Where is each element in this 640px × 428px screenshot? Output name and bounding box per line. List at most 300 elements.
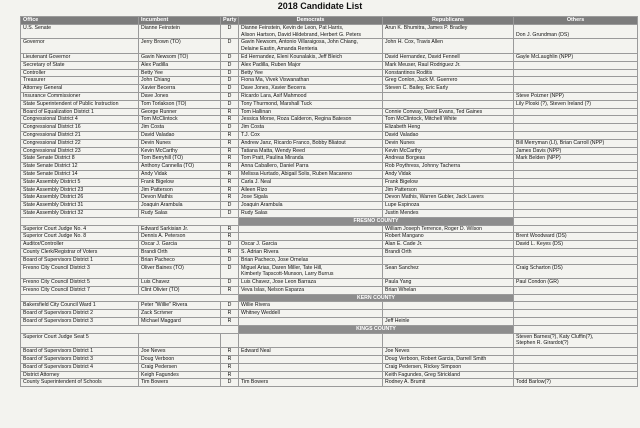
others-cell-line <box>516 202 635 209</box>
others-cell-line <box>516 348 635 355</box>
democrats-cell-line: S. Adrian Rivera <box>241 248 279 255</box>
party-cell: R <box>221 225 239 233</box>
party-cell: D <box>221 264 239 279</box>
others-cell-line: Gayle McLaughlin (NPP) <box>516 53 574 60</box>
democrats-cell <box>239 124 383 132</box>
democrats-cell <box>239 108 383 116</box>
incumbent-cell: Tom Berryhill (TO) <box>139 155 221 163</box>
others-cell-line <box>516 249 635 256</box>
incumbent-cell: Xavier Becerra <box>139 85 221 93</box>
office-cell: Board of Equalization District 1 <box>21 108 139 116</box>
republicans-cell-line: William Joseph Terrence, Roger D. Wilson <box>385 225 483 232</box>
democrats-cell <box>239 348 383 356</box>
democrats-cell-line: Edward Neal <box>241 348 271 355</box>
others-cell <box>514 371 638 379</box>
incumbent-cell: George Runner <box>139 108 221 116</box>
office-cell: State Assembly District 32 <box>21 209 139 217</box>
candidate-table <box>20 16 638 387</box>
republicans-cell-line: Devon Mathis, Warren Gubler, Jack Lavers <box>385 194 484 201</box>
office-cell: Lieutenant Governor <box>21 53 139 61</box>
others-cell-line: Steven Barnes(?), Katy Cluffin(?), <box>516 333 594 340</box>
others-cell-line: Todd Barlow(?) <box>516 379 551 386</box>
republicans-cell-line: Brandi Orth <box>385 248 412 255</box>
party-cell: D <box>221 92 239 100</box>
party-cell: D <box>221 202 239 210</box>
table-row <box>21 256 638 264</box>
democrats-cell <box>239 371 383 379</box>
democrats-cell <box>239 170 383 178</box>
party-cell: R <box>221 139 239 147</box>
republicans-cell-line <box>385 334 511 341</box>
others-cell <box>514 318 638 326</box>
democrats-cell <box>239 279 383 287</box>
others-cell-line <box>516 46 635 53</box>
office-cell: Board of Supervisors District 3 <box>21 356 139 364</box>
incumbent-cell: Devon Mathis <box>139 194 221 202</box>
party-cell: R <box>221 170 239 178</box>
democrats-cell <box>239 286 383 294</box>
others-cell-line <box>516 163 635 170</box>
others-cell <box>514 379 638 387</box>
republicans-cell <box>383 264 514 279</box>
republicans-cell-line: Frank Bigelow <box>385 178 418 185</box>
republicans-cell-line: Alan E. Cade Jr. <box>385 241 423 248</box>
republicans-cell-line: Robert Mangano <box>385 233 424 240</box>
republicans-cell <box>383 310 514 318</box>
others-cell-line <box>516 372 635 379</box>
others-cell-line <box>516 25 635 32</box>
county-heading-spacer <box>514 217 638 225</box>
table-row <box>21 85 638 93</box>
republicans-cell-line: Rob Poythress, Johnny Tacherra <box>385 163 461 170</box>
others-cell <box>514 225 638 233</box>
democrats-cell <box>239 53 383 61</box>
county-heading-row <box>21 325 638 333</box>
republicans-cell-line: Jim Patterson <box>385 186 417 193</box>
democrats-cell-line <box>241 226 380 233</box>
office-cell: County Superintendent of Schools <box>21 379 139 387</box>
office-cell: State Senate District 12 <box>21 163 139 171</box>
others-cell <box>514 100 638 108</box>
others-cell <box>514 286 638 294</box>
republicans-cell-line: Paula Yang <box>385 279 412 286</box>
office-cell: Board of Supervisors District 1 <box>21 348 139 356</box>
democrats-cell-line: Melissa Hurtado, Abigail Solis, Ruben Macareno <box>241 170 353 177</box>
republicans-cell <box>383 61 514 69</box>
incumbent-cell: Michael Maggard <box>139 318 221 326</box>
party-cell: R <box>221 178 239 186</box>
incumbent-cell: Luis Chavez <box>139 279 221 287</box>
office-cell: Fresno City Council District 7 <box>21 286 139 294</box>
others-cell-line <box>516 302 635 309</box>
republicans-cell-line <box>385 101 511 108</box>
democrats-cell-line: Tim Bowers <box>241 379 269 386</box>
party-cell: D <box>221 124 239 132</box>
democrats-cell-line: Betty Yee <box>241 69 263 76</box>
table-row <box>21 124 638 132</box>
democrats-cell <box>239 116 383 124</box>
democrats-cell <box>239 147 383 155</box>
democrats-cell-line <box>241 356 380 363</box>
democrats-cell-line: Carla J. Neal <box>241 178 271 185</box>
republicans-cell-line: Lupe Espinoza <box>385 202 420 209</box>
republicans-cell-line: Steven C. Bailey, Eric Early <box>385 85 449 92</box>
incumbent-cell: Dave Jones <box>139 92 221 100</box>
others-cell-line <box>516 70 635 77</box>
republicans-cell <box>383 178 514 186</box>
republicans-cell <box>383 302 514 310</box>
republicans-cell <box>383 85 514 93</box>
party-cell: D <box>221 24 239 39</box>
table-row <box>21 371 638 379</box>
republicans-cell <box>383 170 514 178</box>
county-heading-spacer <box>514 325 638 333</box>
others-cell-line <box>516 356 635 363</box>
others-cell-line: Steve Poizner (NPP) <box>516 92 564 99</box>
table-row <box>21 61 638 69</box>
table-row <box>21 77 638 85</box>
incumbent-cell: Andy Vidak <box>139 170 221 178</box>
table-row <box>21 170 638 178</box>
republicans-cell-line: Justin Mendes <box>385 209 419 216</box>
table-row <box>21 139 638 147</box>
county-heading-row <box>21 217 638 225</box>
republicans-cell <box>383 241 514 249</box>
others-cell-line <box>516 364 635 371</box>
democrats-cell <box>239 131 383 139</box>
republicans-cell <box>383 279 514 287</box>
office-cell: Attorney General <box>21 85 139 93</box>
democrats-cell <box>239 202 383 210</box>
republicans-cell <box>383 100 514 108</box>
democrats-cell <box>239 363 383 371</box>
republicans-cell-line <box>385 32 511 39</box>
democrats-cell-line <box>241 340 380 347</box>
democrats-cell <box>239 318 383 326</box>
table-row <box>21 379 638 387</box>
table-row <box>21 194 638 202</box>
democrats-cell <box>239 302 383 310</box>
office-cell: State Assembly District 26 <box>21 194 139 202</box>
republicans-cell-line: Connie Conway, David Evans, Ted Gaines <box>385 108 483 115</box>
others-cell <box>514 147 638 155</box>
others-cell-line: Don J. Grundman (DS) <box>516 31 570 38</box>
others-cell-line <box>516 109 635 116</box>
republicans-cell-line: Andy Vidak <box>385 170 412 177</box>
others-cell-line <box>516 62 635 69</box>
others-cell-line: Craig Scharton (DS) <box>516 264 563 271</box>
others-cell <box>514 348 638 356</box>
others-cell-line <box>516 39 635 46</box>
republicans-cell-line: Elizabeth Heng <box>385 124 421 131</box>
republicans-cell-line <box>385 310 511 317</box>
others-cell-line: Brent Woodward (DS) <box>516 233 567 240</box>
party-cell: D <box>221 379 239 387</box>
democrats-cell <box>239 186 383 194</box>
democrats-cell-line: Brian Pacheco, Jose Ornelas <box>241 256 309 263</box>
democrats-cell-line: Tony Thurmond, Marshall Tuck <box>241 100 312 107</box>
republicans-cell <box>383 256 514 264</box>
county-heading-row <box>21 294 638 302</box>
republicans-cell-line: David Hernandez, David Fennell <box>385 53 460 60</box>
republicans-cell-line: David Valadao <box>385 131 419 138</box>
republicans-cell <box>383 108 514 116</box>
incumbent-cell: Keigh Fagundes <box>139 371 221 379</box>
party-cell: D <box>221 279 239 287</box>
others-cell-line <box>516 271 635 278</box>
header-incumbent: Incumbent <box>139 17 221 25</box>
others-cell-line <box>516 171 635 178</box>
header-democrats: Democrats <box>239 17 383 25</box>
table-body <box>21 24 638 386</box>
republicans-cell-line <box>385 340 511 347</box>
county-heading-spacer <box>21 217 239 225</box>
republicans-cell <box>383 155 514 163</box>
republicans-cell <box>383 124 514 132</box>
democrats-cell-line: Alex Padilla, Ruben Major <box>241 61 301 68</box>
table-row <box>21 356 638 364</box>
democrats-cell-line: Delaine Eastin, Amanda Renteria <box>241 46 318 53</box>
office-cell: Bakersfield City Council Ward 1 <box>21 302 139 310</box>
incumbent-cell: Dennis A. Peterson <box>139 233 221 241</box>
party-cell: R <box>221 194 239 202</box>
others-cell <box>514 24 638 39</box>
incumbent-cell: Oliver Baines (TO) <box>139 264 221 279</box>
democrats-cell <box>239 310 383 318</box>
republicans-cell <box>383 356 514 364</box>
incumbent-cell: Clint Olivier (TO) <box>139 286 221 294</box>
democrats-cell-line: Kimberly Tapscott-Munson, Larry Burrus <box>241 271 334 278</box>
democrats-cell-line: Rudy Salas <box>241 209 268 216</box>
democrats-cell <box>239 356 383 364</box>
others-cell-line <box>516 187 635 194</box>
republicans-cell-line: Jeff Heinle <box>385 318 410 325</box>
democrats-cell <box>239 178 383 186</box>
county-heading: KERN COUNTY <box>239 294 514 302</box>
table-row <box>21 279 638 287</box>
office-cell: Congressional District 4 <box>21 116 139 124</box>
office-cell: Congressional District 23 <box>21 147 139 155</box>
party-cell: R <box>221 371 239 379</box>
democrats-cell-line: Anna Caballero, Daniel Parra <box>241 163 309 170</box>
democrats-cell-line: Dianne Feinstein, Kevin de Leon, Pat Harris, <box>241 24 344 31</box>
republicans-cell-line: Craig Pedersen, Rickey Simpson <box>385 363 462 370</box>
republicans-cell <box>383 24 514 39</box>
party-cell: D <box>221 256 239 264</box>
office-cell: Insurance Commissioner <box>21 92 139 100</box>
office-cell: Governor <box>21 39 139 54</box>
office-cell: District Attorney <box>21 371 139 379</box>
others-cell <box>514 194 638 202</box>
office-cell: Superior Court Judge No. 8 <box>21 233 139 241</box>
republicans-cell <box>383 39 514 54</box>
office-cell: State Senate District 8 <box>21 155 139 163</box>
others-cell <box>514 279 638 287</box>
republicans-cell <box>383 69 514 77</box>
democrats-cell-line: Tom Hallinan <box>241 108 271 115</box>
others-cell-line <box>516 124 635 131</box>
table-row <box>21 209 638 217</box>
democrats-cell-line: Willie Rivera <box>241 302 270 309</box>
democrats-cell-line <box>241 334 380 341</box>
incumbent-cell: Joaquin Arambula <box>139 202 221 210</box>
office-cell: Board of Supervisors District 3 <box>21 318 139 326</box>
republicans-cell <box>383 116 514 124</box>
democrats-cell-line <box>241 318 380 325</box>
republicans-cell <box>383 233 514 241</box>
table-row <box>21 318 638 326</box>
republicans-cell <box>383 363 514 371</box>
democrats-cell-line: Alison Hartson, David Hildebrand, Herbert G. Peters <box>241 31 361 38</box>
democrats-cell-line: Veva Islas, Nelson Esparza <box>241 286 305 293</box>
republicans-cell-line: Konstantinos Roditis <box>385 69 433 76</box>
others-cell-line <box>516 226 635 233</box>
republicans-cell <box>383 77 514 85</box>
republicans-cell <box>383 318 514 326</box>
democrats-cell <box>239 209 383 217</box>
incumbent-cell: Jim Patterson <box>139 186 221 194</box>
party-cell: D <box>221 53 239 61</box>
others-cell-line: David L. Keyes (DS) <box>516 241 563 248</box>
others-cell <box>514 264 638 279</box>
header-office: Office <box>21 17 139 25</box>
party-cell: R <box>221 248 239 256</box>
democrats-cell <box>239 69 383 77</box>
county-heading: FRESNO COUNTY <box>239 217 514 225</box>
others-cell <box>514 333 638 348</box>
others-cell-line: James Davis (NPP) <box>516 147 562 154</box>
republicans-cell <box>383 348 514 356</box>
democrats-cell <box>239 24 383 39</box>
others-cell-line <box>516 132 635 139</box>
table-row <box>21 131 638 139</box>
incumbent-cell: Tom Torlakson (TO) <box>139 100 221 108</box>
table-row <box>21 108 638 116</box>
democrats-cell-line: Luis Chavez, Jose Leon Barraza <box>241 279 316 286</box>
incumbent-cell: Tom McClintock <box>139 116 221 124</box>
republicans-cell <box>383 194 514 202</box>
table-row <box>21 163 638 171</box>
republicans-cell <box>383 186 514 194</box>
others-cell <box>514 302 638 310</box>
table-row <box>21 116 638 124</box>
office-cell: County Clerk/Registrar of Voters <box>21 248 139 256</box>
office-cell: Fresno City Council District 3 <box>21 264 139 279</box>
democrats-cell-line: Jose Sigala <box>241 194 268 201</box>
others-cell-line <box>516 194 635 201</box>
democrats-cell-line <box>241 372 380 379</box>
democrats-cell-line: Tatiana Matta, Wendy Reed <box>241 147 305 154</box>
others-cell <box>514 53 638 61</box>
democrats-cell <box>239 77 383 85</box>
others-cell <box>514 77 638 85</box>
republicans-cell <box>383 163 514 171</box>
republicans-cell-line <box>385 46 511 53</box>
incumbent-cell: Dianne Feinstein <box>139 24 221 39</box>
republicans-cell <box>383 286 514 294</box>
header-party: Party <box>221 17 239 25</box>
office-cell: State Superintendent of Public Instruction <box>21 100 139 108</box>
republicans-cell-line <box>385 302 511 309</box>
party-cell: R <box>221 348 239 356</box>
others-cell-line <box>516 85 635 92</box>
others-cell <box>514 92 638 100</box>
republicans-cell-line: John H. Cox, Travis Allen <box>385 39 443 46</box>
table-row <box>21 202 638 210</box>
others-cell <box>514 241 638 249</box>
table-row <box>21 186 638 194</box>
office-cell: Fresno City Council District 5 <box>21 279 139 287</box>
democrats-cell <box>239 233 383 241</box>
party-cell <box>221 333 239 348</box>
republicans-cell-line: Sean Sanchez <box>385 264 419 271</box>
republicans-cell-line <box>385 257 511 264</box>
democrats-cell <box>239 39 383 54</box>
party-cell: R <box>221 147 239 155</box>
democrats-cell-line: Andrew Janz, Ricardo Franco, Bobby Bliatout <box>241 139 346 146</box>
incumbent-cell: Craig Pedersen <box>139 363 221 371</box>
republicans-cell <box>383 209 514 217</box>
party-cell: D <box>221 100 239 108</box>
table-row <box>21 24 638 39</box>
others-cell <box>514 356 638 364</box>
republicans-cell-line: Rodney A. Brumit <box>385 379 426 386</box>
republicans-cell <box>383 225 514 233</box>
office-cell: Superior Court Judge Seat 5 <box>21 333 139 348</box>
table-row <box>21 147 638 155</box>
others-cell <box>514 202 638 210</box>
party-cell: R <box>221 186 239 194</box>
table-row <box>21 53 638 61</box>
party-cell: R <box>221 116 239 124</box>
table-row <box>21 348 638 356</box>
party-cell: D <box>221 69 239 77</box>
party-cell: D <box>221 302 239 310</box>
incumbent-cell: Brian Pacheco <box>139 256 221 264</box>
republicans-cell-line: Keith Fagundes, Greg Strickland <box>385 371 460 378</box>
democrats-cell <box>239 61 383 69</box>
democrats-cell <box>239 379 383 387</box>
party-cell: D <box>221 209 239 217</box>
others-cell <box>514 124 638 132</box>
county-heading-spacer <box>21 325 239 333</box>
democrats-cell <box>239 194 383 202</box>
democrats-cell <box>239 333 383 348</box>
democrats-cell <box>239 155 383 163</box>
office-cell: Board of Supervisors District 1 <box>21 256 139 264</box>
others-cell <box>514 139 638 147</box>
republicans-cell <box>383 139 514 147</box>
others-cell <box>514 108 638 116</box>
democrats-cell-line: Jessica Morse, Roza Calderon, Regina Bateson <box>241 116 352 123</box>
democrats-cell <box>239 264 383 279</box>
democrats-cell <box>239 241 383 249</box>
democrats-cell-line: Oscar J. Garcia <box>241 241 278 248</box>
republicans-cell-line: Kevin McCarthy <box>385 147 422 154</box>
party-cell: R <box>221 163 239 171</box>
county-heading-spacer <box>21 294 239 302</box>
democrats-cell-line: Ed Hernandez, Eleni Kounalakis, Jeff Bleich <box>241 53 343 60</box>
republicans-cell-line: Doug Verboon, Robert Garcia, Darrell Smith <box>385 356 487 363</box>
incumbent-cell: Kevin McCarthy <box>139 147 221 155</box>
others-cell <box>514 116 638 124</box>
republicans-cell <box>383 92 514 100</box>
incumbent-cell: Edward Sarkisian Jr. <box>139 225 221 233</box>
incumbent-cell <box>139 333 221 348</box>
others-cell <box>514 170 638 178</box>
democrats-cell <box>239 85 383 93</box>
republicans-cell <box>383 53 514 61</box>
